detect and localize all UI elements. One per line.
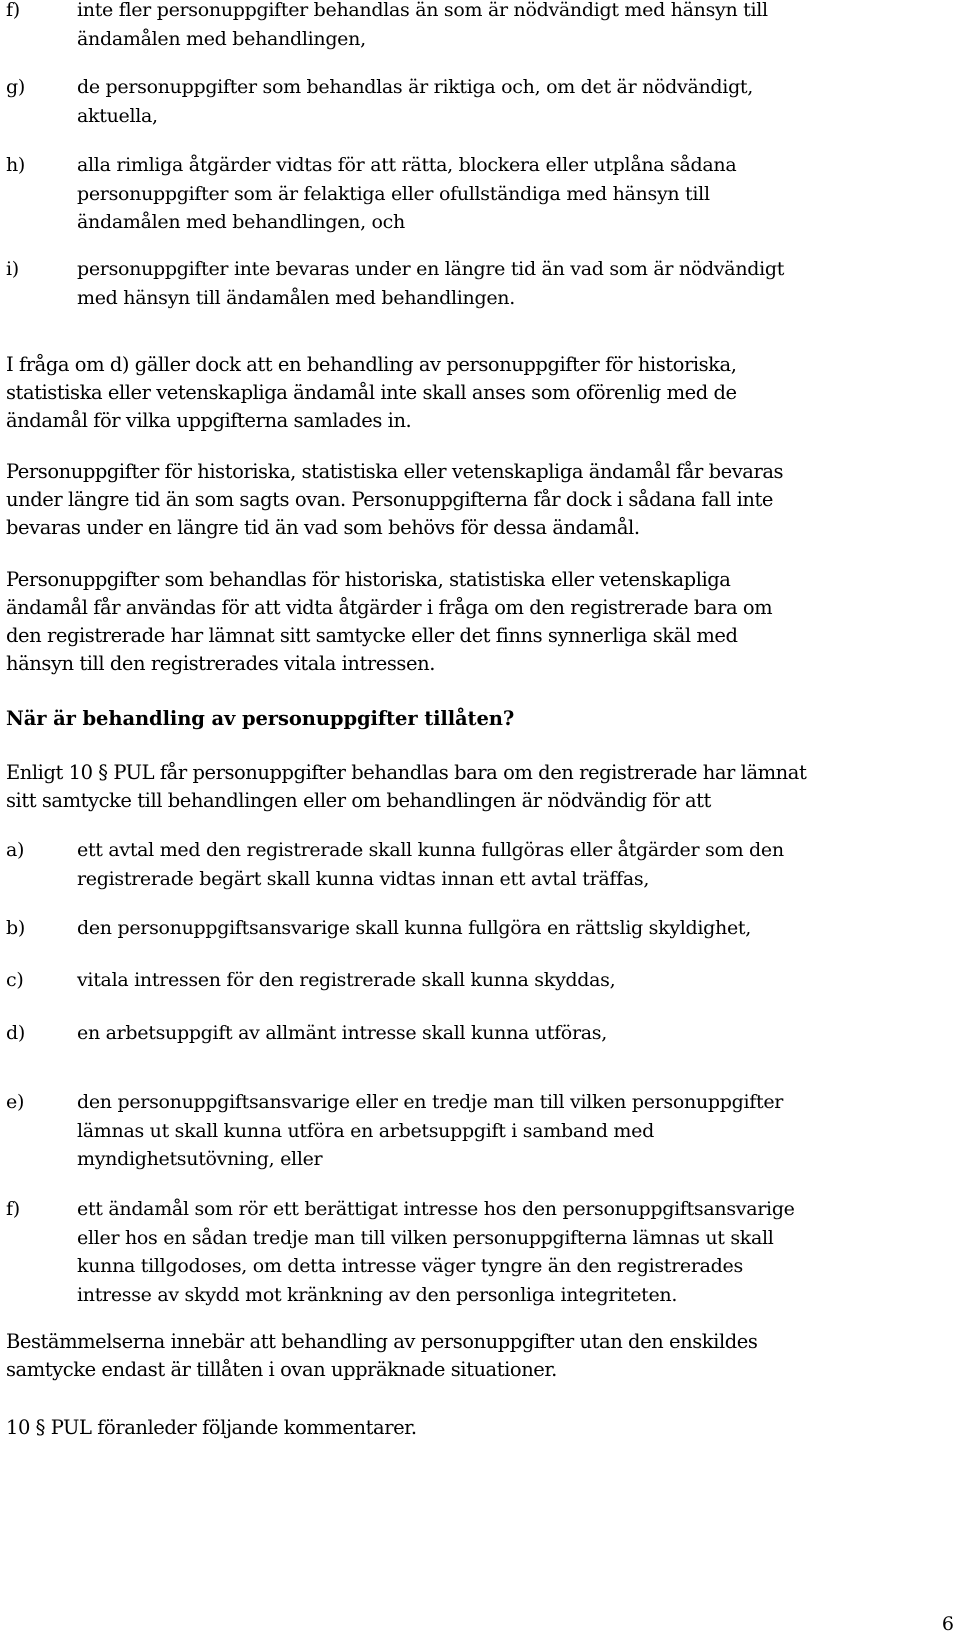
paragraph-conclusion: Bestämmelserna innebär att behandling av personuppgifter utan den enskildes samtycke endast är tillåten i ovan uppräknade situationer. bbox=[6, 1330, 758, 1381]
list-item-text: alla rimliga åtgärder vidtas för att rätta, blockera eller utplåna sådana personuppgifter som är felaktiga eller ofullständiga med hänsyn till ändamålen med behandlingen, och bbox=[77, 154, 737, 233]
paragraph-commentary-intro: 10 § PUL föranleder följande kommentarer. bbox=[6, 1416, 417, 1439]
list-item-f bbox=[6, 0, 936, 53]
list-item-h bbox=[6, 151, 936, 237]
list-item-c bbox=[6, 966, 936, 995]
list-item-a bbox=[6, 836, 936, 893]
list-marker: e) bbox=[6, 1091, 25, 1113]
list-item-text: inte fler personuppgifter behandlas än som är nödvändigt med hänsyn till ändamålen med behandlingen, bbox=[77, 0, 768, 50]
list-marker: i) bbox=[6, 258, 19, 280]
list-marker: a) bbox=[6, 839, 25, 861]
list-item-text: ett avtal med den registrerade skall kunna fullgöras eller åtgärder som den registrerade begärt skall kunna vidtas innan ett avtal träffas, bbox=[77, 839, 784, 890]
list-item-e bbox=[6, 1088, 936, 1174]
list-item-text: den personuppgiftsansvarige skall kunna fullgöra en rättslig skyldighet, bbox=[77, 917, 751, 939]
paragraph-vital-interests: Personuppgifter som behandlas för historiska, statistiska eller vetenskapliga ändamål får användas för att vidta åtgärder i fråga om den registrerade bara om den registrerade har lämnat sitt samtycke eller det finns synnerliga skäl med hänsyn till den registrerades vitala intressen. bbox=[6, 568, 773, 675]
list-item-b bbox=[6, 914, 936, 943]
list-item-i bbox=[6, 255, 936, 312]
list-item-text: den personuppgiftsansvarige eller en tredje man till vilken personuppgifter lämnas ut skall kunna utföra en arbetsuppgift i samband med myndighetsutövning, eller bbox=[77, 1091, 784, 1170]
paragraph-intro: Enligt 10 § PUL får personuppgifter behandlas bara om den registrerade har lämnat sitt samtycke till behandlingen eller om behandlingen är nödvändig för att bbox=[6, 761, 807, 812]
list-marker: g) bbox=[6, 76, 25, 98]
list-marker: f) bbox=[6, 0, 20, 21]
list-item-f-second bbox=[6, 1195, 936, 1309]
list-marker: c) bbox=[6, 969, 24, 991]
list-item-g bbox=[6, 73, 936, 130]
list-item-text: personuppgifter inte bevaras under en längre tid än vad som är nödvändigt med hänsyn till ändamålen med behandlingen. bbox=[77, 258, 785, 309]
list-item-text: ett ändamål som rör ett berättigat intresse hos den personuppgiftsansvarige eller hos en sådan tredje man till vilken personuppgifterna lämnas ut skall kunna tillgodoses, om detta intresse väger tyngre än den registrerades intresse av skydd mot kränkning av den personliga integriteten. bbox=[77, 1198, 795, 1306]
list-item-text: de personuppgifter som behandlas är riktiga och, om det är nödvändigt, aktuella, bbox=[77, 76, 754, 127]
list-item-text: en arbetsuppgift av allmänt intresse skall kunna utföras, bbox=[77, 1022, 607, 1044]
list-marker: f) bbox=[6, 1198, 20, 1220]
list-item-d bbox=[6, 1019, 936, 1048]
paragraph-historical-compatibility: I fråga om d) gäller dock att en behandling av personuppgifter för historiska, statistiska eller vetenskapliga ändamål inte skall anses som oförenlig med de ändamål för vilka uppgifterna samlades in. bbox=[6, 353, 737, 432]
paragraph-retention: Personuppgifter för historiska, statistiska eller vetenskapliga ändamål får bevaras under längre tid än som sagts ovan. Personuppgifterna får dock i sådana fall inte bevaras under en längre tid än vad som behövs för dessa ändamål. bbox=[6, 460, 784, 539]
list-marker: d) bbox=[6, 1022, 25, 1044]
list-marker: h) bbox=[6, 154, 26, 176]
list-item-text: vitala intressen för den registrerade skall kunna skyddas, bbox=[77, 969, 616, 991]
page-number: 6 bbox=[941, 1613, 954, 1635]
section-heading: När är behandling av personuppgifter tillåten? bbox=[6, 707, 515, 730]
list-marker: b) bbox=[6, 917, 25, 939]
